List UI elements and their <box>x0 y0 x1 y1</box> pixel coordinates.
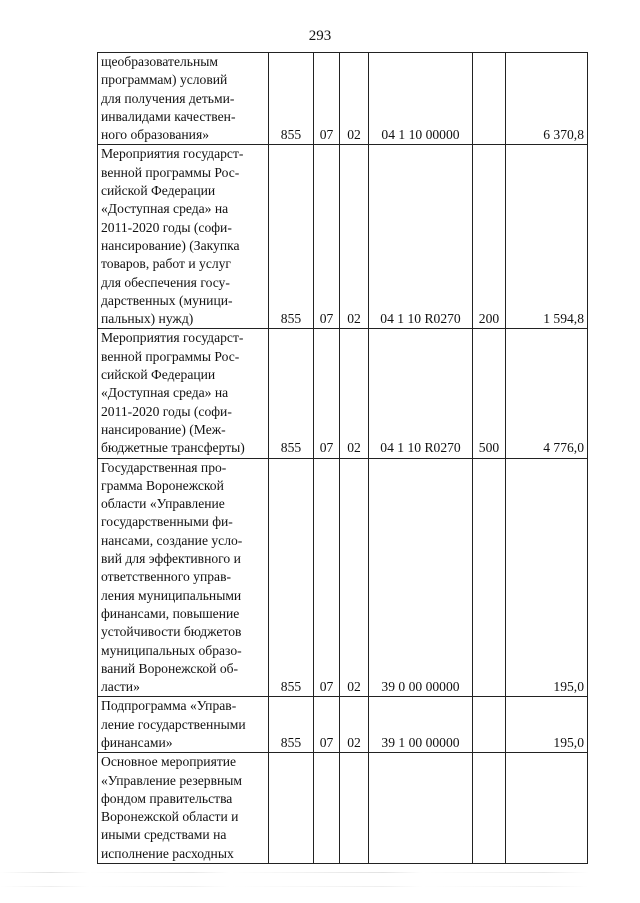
section-code-cell: 07 <box>314 145 340 329</box>
table-row <box>98 753 588 864</box>
item-name-line: государственными фи- <box>101 514 233 530</box>
item-name-line: бюджетные трансферты) <box>101 440 245 456</box>
item-name-line: ваний Воронежской об- <box>101 660 239 676</box>
item-name-line: щеобразовательным <box>101 54 219 69</box>
subsection-code-cell: 02 <box>340 697 369 753</box>
amount-cell: 195,0 <box>506 458 588 697</box>
table-row <box>98 329 588 458</box>
item-name-line: Основное мероприятие <box>101 754 237 770</box>
ved-code-cell: 855 <box>269 697 314 753</box>
item-name-line: для получения детьми- <box>101 90 235 106</box>
item-name-line: сийской Федерации <box>101 183 216 199</box>
item-name-line: нансирование) (Закупка <box>101 237 240 253</box>
item-name-line: ного образования» <box>101 127 210 143</box>
amount-cell <box>506 753 588 864</box>
ved-code-cell: 855 <box>269 145 314 329</box>
target-article-cell: 04 1 10 R0270 <box>369 145 473 329</box>
section-code-cell: 07 <box>314 53 340 145</box>
subsection-code-cell: 02 <box>340 458 369 697</box>
item-name-line: грамма Воронежской <box>101 477 224 493</box>
expense-type-cell: 500 <box>473 329 506 458</box>
page-number: 293 <box>308 28 332 44</box>
item-name-line: программам) условий <box>101 72 228 88</box>
table-row <box>98 53 588 145</box>
item-name-line: Подпрограмма «Управ- <box>101 698 237 714</box>
amount-cell: 1 594,8 <box>506 145 588 329</box>
expense-type-cell <box>473 697 506 753</box>
subsection-code-cell: 02 <box>340 329 369 458</box>
item-name-line: пальных) нужд) <box>101 311 194 327</box>
amount-cell: 195,0 <box>506 697 588 753</box>
table-row <box>98 458 588 697</box>
item-name-line: муниципальных образо- <box>101 642 242 658</box>
table-row <box>98 145 588 329</box>
section-code-cell <box>314 753 340 864</box>
item-name-cell <box>98 53 269 145</box>
item-name-line: инвалидами качествен- <box>101 108 236 124</box>
amount-cell: 6 370,8 <box>506 53 588 145</box>
subsection-code-cell: 02 <box>340 53 369 145</box>
item-name-line: исполнение расходных <box>101 845 234 861</box>
item-name-line: ласти» <box>101 679 140 695</box>
ved-code-cell: 855 <box>269 458 314 697</box>
item-name-cell <box>98 753 269 864</box>
expense-type-cell <box>473 753 506 864</box>
item-name-line: дарственных (муници- <box>101 292 233 308</box>
table-row <box>98 697 588 753</box>
section-code-cell: 07 <box>314 697 340 753</box>
item-name-line: нансирование) (Меж- <box>101 421 226 437</box>
amount-cell: 4 776,0 <box>506 329 588 458</box>
item-name-line: «Доступная среда» на <box>101 385 229 401</box>
target-article-cell <box>369 753 473 864</box>
expense-type-cell: 200 <box>473 145 506 329</box>
item-name-cell <box>98 697 269 753</box>
item-name-line: финансами» <box>101 734 173 750</box>
expense-type-cell <box>473 53 506 145</box>
item-name-line: вий для эффективного и <box>101 551 241 567</box>
item-name-line: 2011-2020 годы (софи- <box>101 403 232 419</box>
item-name-cell <box>98 329 269 458</box>
target-article-cell: 04 1 10 00000 <box>369 53 473 145</box>
item-name-line: товаров, работ и услуг <box>101 256 232 272</box>
item-name-line: Государственная про- <box>101 459 227 475</box>
ved-code-cell: 855 <box>269 329 314 458</box>
item-name-line: 2011-2020 годы (софи- <box>101 219 232 235</box>
subsection-code-cell <box>340 753 369 864</box>
expense-type-cell <box>473 458 506 697</box>
item-name-line: «Управление резервным <box>101 772 242 788</box>
item-name-line: ление государственными <box>101 716 246 732</box>
item-name-cell <box>98 145 269 329</box>
target-article-cell: 39 0 00 00000 <box>369 458 473 697</box>
target-article-cell: 04 1 10 R0270 <box>369 329 473 458</box>
item-name-line: финансами, повышение <box>101 605 240 621</box>
item-name-line: сийской Федерации <box>101 367 216 383</box>
section-code-cell: 07 <box>314 329 340 458</box>
section-code-cell: 07 <box>314 458 340 697</box>
budget-table <box>97 52 588 864</box>
item-name-line: Воронежской области и <box>101 809 239 825</box>
item-name-line: «Доступная среда» на <box>101 201 229 217</box>
item-name-line: ответственного управ- <box>101 569 232 585</box>
item-name-line: венной программы Рос- <box>101 164 240 180</box>
item-name-line: Мероприятия государст- <box>101 146 244 162</box>
target-article-cell: 39 1 00 00000 <box>369 697 473 753</box>
item-name-cell <box>98 458 269 697</box>
item-name-line: для обеспечения госу- <box>101 274 230 290</box>
item-name-line: ления муниципальными <box>101 587 242 603</box>
subsection-code-cell: 02 <box>340 145 369 329</box>
item-name-line: устойчивости бюджетов <box>101 624 242 640</box>
ved-code-cell: 855 <box>269 53 314 145</box>
item-name-line: венной программы Рос- <box>101 348 240 364</box>
item-name-line: фондом правительства <box>101 790 233 806</box>
item-name-line: иными средствами на <box>101 827 227 843</box>
ved-code-cell <box>269 753 314 864</box>
item-name-line: области «Управление <box>101 496 225 512</box>
item-name-line: нансами, создание усло- <box>101 532 243 548</box>
item-name-line: Мероприятия государст- <box>101 330 244 346</box>
